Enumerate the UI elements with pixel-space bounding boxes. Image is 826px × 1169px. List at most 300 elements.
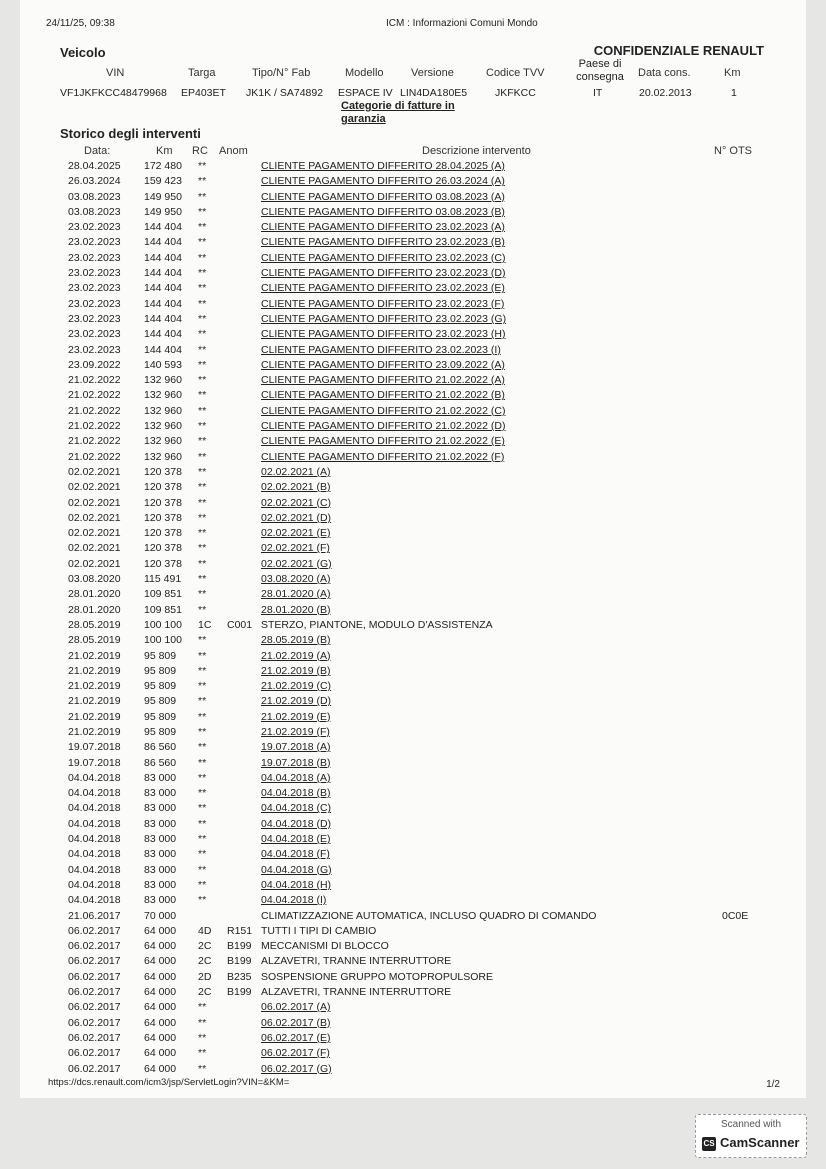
table-row: [20, 159, 806, 174]
row-km: 144 404: [144, 343, 182, 356]
row-rc: **: [198, 236, 207, 249]
row-rc: **: [198, 1016, 207, 1029]
row-rc: **: [198, 1001, 207, 1014]
row-km: 132 960: [144, 404, 182, 417]
row-date: 06.02.2017: [68, 1016, 121, 1029]
date-column-header: Data:: [84, 145, 111, 157]
row-km: 95 809: [144, 725, 177, 738]
table-row: [20, 618, 806, 633]
row-date: 23.02.2023: [68, 282, 121, 295]
camscanner-logo-icon: CS: [702, 1137, 716, 1151]
intervention-link[interactable]: CLIENTE PAGAMENTO DIFFERITO 21.02.2022 (D): [261, 420, 506, 433]
row-date: 28.01.2020: [68, 603, 121, 616]
versione-header: Versione: [411, 67, 454, 79]
table-row: [20, 343, 806, 358]
ots-column-header: N° OTS: [714, 145, 753, 157]
row-km: 144 404: [144, 251, 182, 264]
row-date: 21.02.2022: [68, 450, 121, 463]
row-km: 159 423: [144, 175, 182, 188]
row-rc: **: [198, 450, 207, 463]
row-rc: **: [198, 573, 207, 586]
table-row: [20, 756, 806, 771]
row-anom: B199: [227, 955, 252, 968]
page-number: 1/2: [766, 1079, 780, 1090]
row-date: 02.02.2021: [68, 481, 121, 494]
table-row: [20, 985, 806, 1000]
row-km: 95 809: [144, 710, 177, 723]
intervention-link[interactable]: CLIENTE PAGAMENTO DIFFERITO 23.02.2023 (H): [261, 328, 506, 341]
row-date: 28.04.2025: [68, 160, 121, 172]
row-date: 06.02.2017: [68, 1062, 121, 1075]
tipo-header: Tipo/N° Fab: [252, 67, 311, 79]
row-date: 23.02.2023: [68, 297, 121, 310]
table-row: [20, 205, 806, 220]
intervention-link[interactable]: CLIENTE PAGAMENTO DIFFERITO 03.08.2023 (B): [261, 205, 505, 218]
modello-header: Modello: [345, 67, 384, 79]
row-anom: B199: [227, 986, 252, 999]
row-date: 04.04.2018: [68, 878, 121, 891]
row-rc: **: [198, 251, 207, 264]
row-rc: **: [198, 756, 207, 769]
row-rc: **: [198, 312, 207, 325]
table-row: [20, 526, 806, 541]
table-row: [20, 694, 806, 709]
row-description: SOSPENSIONE GRUPPO MOTOPROPULSORE: [261, 970, 494, 983]
row-km: 64 000: [144, 970, 177, 983]
row-date: 21.06.2017: [68, 909, 121, 922]
row-km: 83 000: [144, 848, 177, 861]
intervention-link[interactable]: 28.05.2019 (B): [261, 634, 331, 647]
row-anom: B199: [227, 940, 252, 953]
row-rc: **: [198, 511, 207, 524]
table-row: [20, 174, 806, 189]
table-row: [20, 358, 806, 373]
row-date: 02.02.2021: [68, 465, 121, 478]
row-rc: **: [198, 389, 207, 402]
row-km: 83 000: [144, 878, 177, 891]
row-km: 115 491: [144, 573, 182, 586]
row-date: 04.04.2018: [68, 771, 121, 784]
intervention-link[interactable]: 21.02.2019 (E): [261, 710, 331, 723]
page-title: ICM : Informazioni Comuni Mondo: [386, 18, 538, 29]
row-km: 144 404: [144, 236, 182, 249]
intervention-link[interactable]: 06.02.2017 (E): [261, 1031, 331, 1044]
row-rc: **: [198, 465, 207, 478]
row-km: 120 378: [144, 542, 182, 555]
table-row: [20, 679, 806, 694]
intervention-link[interactable]: 04.04.2018 (I): [261, 894, 327, 907]
intervention-link[interactable]: 21.02.2019 (A): [261, 649, 331, 662]
intervention-link[interactable]: 04.04.2018 (C): [261, 802, 332, 815]
row-date: 28.05.2019: [68, 634, 121, 647]
intervention-link[interactable]: 02.02.2021 (D): [261, 511, 332, 524]
codice-value: JKFKCC: [495, 87, 536, 99]
row-km: 120 378: [144, 527, 182, 540]
table-row: [20, 281, 806, 296]
table-row: [20, 1031, 806, 1046]
row-date: 21.02.2022: [68, 389, 121, 402]
table-row: [20, 327, 806, 342]
description-column-header: Descrizione intervento: [422, 145, 531, 157]
row-date: 23.02.2023: [68, 312, 121, 325]
table-row: [20, 235, 806, 250]
intervention-link[interactable]: CLIENTE PAGAMENTO DIFFERITO 03.08.2023 (A): [261, 190, 505, 203]
intervention-link[interactable]: CLIENTE PAGAMENTO DIFFERITO 21.02.2022 (B): [261, 389, 505, 402]
intervention-link[interactable]: 04.04.2018 (A): [261, 771, 331, 784]
row-km: 144 404: [144, 297, 182, 310]
row-km: 109 851: [144, 588, 182, 601]
intervention-link[interactable]: CLIENTE PAGAMENTO DIFFERITO 23.09.2022 (A): [261, 358, 505, 371]
intervention-link[interactable]: CLIENTE PAGAMENTO DIFFERITO 23.02.2023 (A): [261, 221, 505, 234]
row-rc: **: [198, 557, 207, 570]
history-section-title: Storico degli interventi: [60, 126, 201, 141]
row-km: 95 809: [144, 664, 177, 677]
intervention-link[interactable]: 06.02.2017 (F): [261, 1047, 330, 1060]
table-row: [20, 954, 806, 969]
row-km: 144 404: [144, 282, 182, 295]
tipo-value: JK1K / SA74892: [246, 87, 324, 99]
intervention-link[interactable]: CLIENTE PAGAMENTO DIFFERITO 23.02.2023 (F): [261, 297, 505, 310]
intervention-link[interactable]: CLIENTE PAGAMENTO DIFFERITO 21.02.2022 (C): [261, 404, 506, 417]
intervention-link[interactable]: 19.07.2018 (A): [261, 741, 331, 754]
table-row: [20, 710, 806, 725]
row-rc: **: [198, 420, 207, 433]
row-rc: **: [198, 1031, 207, 1044]
row-rc: **: [198, 802, 207, 815]
row-km: 120 378: [144, 557, 182, 570]
row-anom: C001: [227, 618, 253, 631]
row-km: 140 593: [144, 358, 182, 371]
row-rc: 4D: [198, 924, 212, 937]
intervention-link[interactable]: 04.04.2018 (D): [261, 817, 332, 830]
intervention-link[interactable]: 02.02.2021 (C): [261, 496, 332, 509]
row-rc: **: [198, 634, 207, 647]
intervention-link[interactable]: 02.02.2021 (F): [261, 542, 330, 555]
row-date: 19.07.2018: [68, 741, 121, 754]
row-rc: **: [198, 374, 207, 387]
table-row: [20, 266, 806, 281]
row-date: 04.04.2018: [68, 802, 121, 815]
row-rc: **: [198, 771, 207, 784]
intervention-link[interactable]: 06.02.2017 (B): [261, 1016, 331, 1029]
intervention-link[interactable]: CLIENTE PAGAMENTO DIFFERITO 23.02.2023 (I): [261, 343, 501, 356]
row-date: 21.02.2019: [68, 710, 121, 723]
row-date: 06.02.2017: [68, 955, 121, 968]
row-rc: **: [198, 878, 207, 891]
row-date: 28.05.2019: [68, 618, 121, 631]
row-km: 149 950: [144, 190, 182, 203]
row-rc: **: [198, 297, 207, 310]
row-date: 21.02.2019: [68, 680, 121, 693]
intervention-link[interactable]: CLIENTE PAGAMENTO DIFFERITO 23.02.2023 (C): [261, 251, 506, 264]
row-date: 04.04.2018: [68, 833, 121, 846]
intervention-link[interactable]: 28.01.2020 (B): [261, 603, 331, 616]
row-date: 04.04.2018: [68, 817, 121, 830]
intervention-link[interactable]: 04.04.2018 (E): [261, 833, 331, 846]
intervention-link[interactable]: CLIENTE PAGAMENTO DIFFERITO 23.02.2023 (B): [261, 236, 505, 249]
row-date: 04.04.2018: [68, 787, 121, 800]
row-date: 21.02.2019: [68, 695, 121, 708]
row-km: 86 560: [144, 756, 177, 769]
row-km: 64 000: [144, 955, 177, 968]
row-date: 02.02.2021: [68, 542, 121, 555]
table-row: [20, 664, 806, 679]
warranty-categories-link[interactable]: Categorie di fatture in garanzia: [341, 100, 455, 125]
intervention-link[interactable]: 21.02.2019 (C): [261, 680, 332, 693]
intervention-link[interactable]: 03.08.2020 (A): [261, 573, 331, 586]
row-rc: **: [198, 267, 207, 280]
table-row: [20, 1000, 806, 1015]
row-date: 21.02.2022: [68, 374, 121, 387]
row-description: TUTTI I TIPI DI CAMBIO: [261, 924, 377, 937]
table-row: [20, 1016, 806, 1031]
table-row: [20, 251, 806, 266]
row-km: 172 480: [144, 160, 182, 172]
row-rc: **: [198, 588, 207, 601]
table-row: [20, 373, 806, 388]
row-rc: **: [198, 282, 207, 295]
table-row: [20, 465, 806, 480]
table-row: [20, 419, 806, 434]
row-km: 95 809: [144, 649, 177, 662]
row-rc: 2C: [198, 986, 212, 999]
intervention-link[interactable]: 21.02.2019 (F): [261, 725, 330, 738]
table-row: [20, 297, 806, 312]
row-rc: **: [198, 404, 207, 417]
row-rc: **: [198, 160, 207, 172]
intervention-link[interactable]: 04.04.2018 (B): [261, 787, 331, 800]
row-km: 95 809: [144, 695, 177, 708]
intervention-link[interactable]: 04.04.2018 (G): [261, 863, 332, 876]
footer-url: https://dcs.renault.com/icm3/jsp/ServletLogin?VIN=&KM=: [48, 1077, 290, 1088]
row-description: STERZO, PIANTONE, MODULO D'ASSISTENZA: [261, 618, 493, 631]
row-date: 21.02.2022: [68, 435, 121, 448]
row-date: 03.08.2023: [68, 190, 121, 203]
intervention-link[interactable]: CLIENTE PAGAMENTO DIFFERITO 26.03.2024 (A): [261, 175, 505, 188]
row-date: 02.02.2021: [68, 557, 121, 570]
paese-header: Paese di consegna: [576, 58, 624, 83]
row-date: 06.02.2017: [68, 986, 121, 999]
vehicle-section-title: Veicolo: [60, 45, 106, 60]
row-rc: 2C: [198, 955, 212, 968]
row-km: 83 000: [144, 802, 177, 815]
row-km: 83 000: [144, 863, 177, 876]
row-date: 04.04.2018: [68, 863, 121, 876]
km-column-header: Km: [156, 145, 173, 157]
table-row: [20, 1046, 806, 1061]
table-row: [20, 801, 806, 816]
row-km: 64 000: [144, 1031, 177, 1044]
intervention-link[interactable]: 06.02.2017 (G): [261, 1062, 332, 1075]
table-row: [20, 909, 806, 924]
table-row: [20, 1062, 806, 1077]
row-date: 03.08.2023: [68, 205, 121, 218]
table-row: [20, 190, 806, 205]
row-km: 144 404: [144, 328, 182, 341]
row-km: 144 404: [144, 312, 182, 325]
row-date: 02.02.2021: [68, 527, 121, 540]
row-km: 132 960: [144, 374, 182, 387]
scanner-caption: Scanned with: [720, 1119, 782, 1130]
row-date: 06.02.2017: [68, 1047, 121, 1060]
row-rc: 2D: [198, 970, 212, 983]
intervention-link[interactable]: CLIENTE PAGAMENTO DIFFERITO 23.02.2023 (G): [261, 312, 507, 325]
row-anom: B235: [227, 970, 252, 983]
row-date: 03.08.2020: [68, 573, 121, 586]
row-date: 21.02.2022: [68, 420, 121, 433]
table-row: [20, 786, 806, 801]
row-rc: 2C: [198, 940, 212, 953]
versione-value: LIN4DA180E5: [400, 87, 468, 99]
row-date: 23.02.2023: [68, 328, 121, 341]
table-row: [20, 572, 806, 587]
row-rc: **: [198, 328, 207, 341]
row-anom: R151: [227, 924, 253, 937]
table-row: [20, 649, 806, 664]
row-km: 64 000: [144, 924, 177, 937]
row-date: 28.01.2020: [68, 588, 121, 601]
row-date: 23.09.2022: [68, 358, 121, 371]
row-rc: **: [198, 527, 207, 540]
row-rc: **: [198, 863, 207, 876]
row-rc: **: [198, 710, 207, 723]
row-rc: **: [198, 221, 207, 234]
row-date: 21.02.2019: [68, 649, 121, 662]
row-km: 149 950: [144, 205, 182, 218]
intervention-link[interactable]: 02.02.2021 (G): [261, 557, 332, 570]
row-km: 64 000: [144, 1016, 177, 1029]
table-row: [20, 740, 806, 755]
intervention-link[interactable]: CLIENTE PAGAMENTO DIFFERITO 23.02.2023 (D): [261, 267, 506, 280]
document-page: [20, 0, 806, 1098]
row-date: 06.02.2017: [68, 970, 121, 983]
targa-value: EP403ET: [181, 87, 226, 99]
intervention-link[interactable]: 02.02.2021 (B): [261, 481, 331, 494]
table-row: [20, 970, 806, 985]
table-row: [20, 725, 806, 740]
row-rc: **: [198, 848, 207, 861]
table-row: [20, 511, 806, 526]
history-table: [20, 159, 806, 1077]
table-row: [20, 434, 806, 449]
row-date: 04.04.2018: [68, 848, 121, 861]
row-km: 120 378: [144, 465, 182, 478]
row-description: ALZAVETRI, TRANNE INTERRUTTORE: [261, 955, 452, 968]
row-description: MECCANISMI DI BLOCCO: [261, 940, 389, 953]
row-km: 132 960: [144, 420, 182, 433]
row-km: 132 960: [144, 450, 182, 463]
table-row: [20, 480, 806, 495]
intervention-link[interactable]: 02.02.2021 (A): [261, 465, 331, 478]
row-km: 120 378: [144, 496, 182, 509]
intervention-link[interactable]: 28.01.2020 (A): [261, 588, 331, 601]
row-rc: **: [198, 542, 207, 555]
row-rc: **: [198, 725, 207, 738]
row-km: 64 000: [144, 940, 177, 953]
intervention-link[interactable]: 21.02.2019 (D): [261, 695, 332, 708]
row-rc: **: [198, 680, 207, 693]
row-date: 06.02.2017: [68, 1031, 121, 1044]
row-date: 23.02.2023: [68, 267, 121, 280]
row-description: CLIMATIZZAZIONE AUTOMATICA, INCLUSO QUADRO DI COMANDO: [261, 909, 597, 922]
table-row: [20, 924, 806, 939]
table-row: [20, 557, 806, 572]
intervention-link[interactable]: CLIENTE PAGAMENTO DIFFERITO 23.02.2023 (E): [261, 282, 505, 295]
intervention-link[interactable]: CLIENTE PAGAMENTO DIFFERITO 21.02.2022 (F): [261, 450, 505, 463]
row-km: 64 000: [144, 986, 177, 999]
row-date: 23.02.2023: [68, 221, 121, 234]
rc-column-header: RC: [192, 145, 208, 157]
km-header: Km: [724, 67, 741, 79]
intervention-link[interactable]: 06.02.2017 (A): [261, 1001, 331, 1014]
codice-header: Codice TVV: [486, 67, 545, 79]
intervention-link[interactable]: CLIENTE PAGAMENTO DIFFERITO 28.04.2025 (A): [261, 160, 505, 172]
row-rc: **: [198, 664, 207, 677]
table-row: [20, 541, 806, 556]
km-value: 1: [731, 87, 737, 99]
intervention-link[interactable]: CLIENTE PAGAMENTO DIFFERITO 21.02.2022 (E): [261, 435, 505, 448]
row-rc: **: [198, 481, 207, 494]
row-rc: **: [198, 817, 207, 830]
row-km: 100 100: [144, 618, 182, 631]
row-km: 83 000: [144, 817, 177, 830]
row-rc: **: [198, 1047, 207, 1060]
row-km: 83 000: [144, 833, 177, 846]
row-date: 23.02.2023: [68, 343, 121, 356]
row-km: 100 100: [144, 634, 182, 647]
table-row: [20, 633, 806, 648]
row-km: 95 809: [144, 680, 177, 693]
table-row: [20, 771, 806, 786]
data-cons-header: Data cons.: [638, 67, 691, 79]
row-rc: **: [198, 695, 207, 708]
row-rc: **: [198, 496, 207, 509]
intervention-link[interactable]: 02.02.2021 (E): [261, 527, 331, 540]
row-date: 23.02.2023: [68, 236, 121, 249]
table-row: [20, 587, 806, 602]
row-rc: **: [198, 190, 207, 203]
table-row: [20, 603, 806, 618]
row-date: 21.02.2022: [68, 404, 121, 417]
row-date: 02.02.2021: [68, 511, 121, 524]
table-row: [20, 847, 806, 862]
print-datetime: 24/11/25, 09:38: [46, 18, 115, 29]
intervention-link[interactable]: CLIENTE PAGAMENTO DIFFERITO 21.02.2022 (A): [261, 374, 505, 387]
intervention-link[interactable]: 04.04.2018 (H): [261, 878, 332, 891]
row-rc: **: [198, 343, 207, 356]
row-rc: **: [198, 894, 207, 907]
row-date: 21.02.2019: [68, 725, 121, 738]
row-rc: **: [198, 435, 207, 448]
row-km: 144 404: [144, 221, 182, 234]
table-row: [20, 496, 806, 511]
intervention-link[interactable]: 19.07.2018 (B): [261, 756, 331, 769]
table-row: [20, 863, 806, 878]
intervention-link[interactable]: 04.04.2018 (F): [261, 848, 330, 861]
row-rc: **: [198, 741, 207, 754]
intervention-link[interactable]: 21.02.2019 (B): [261, 664, 331, 677]
table-row: [20, 220, 806, 235]
table-row: [20, 404, 806, 419]
scanner-watermark: [695, 1114, 807, 1158]
row-date: 06.02.2017: [68, 924, 121, 937]
row-km: 83 000: [144, 787, 177, 800]
table-row: [20, 893, 806, 908]
row-date: 04.04.2018: [68, 894, 121, 907]
row-rc: 1C: [198, 618, 212, 631]
row-date: 26.03.2024: [68, 175, 121, 188]
row-date: 06.02.2017: [68, 1001, 121, 1014]
